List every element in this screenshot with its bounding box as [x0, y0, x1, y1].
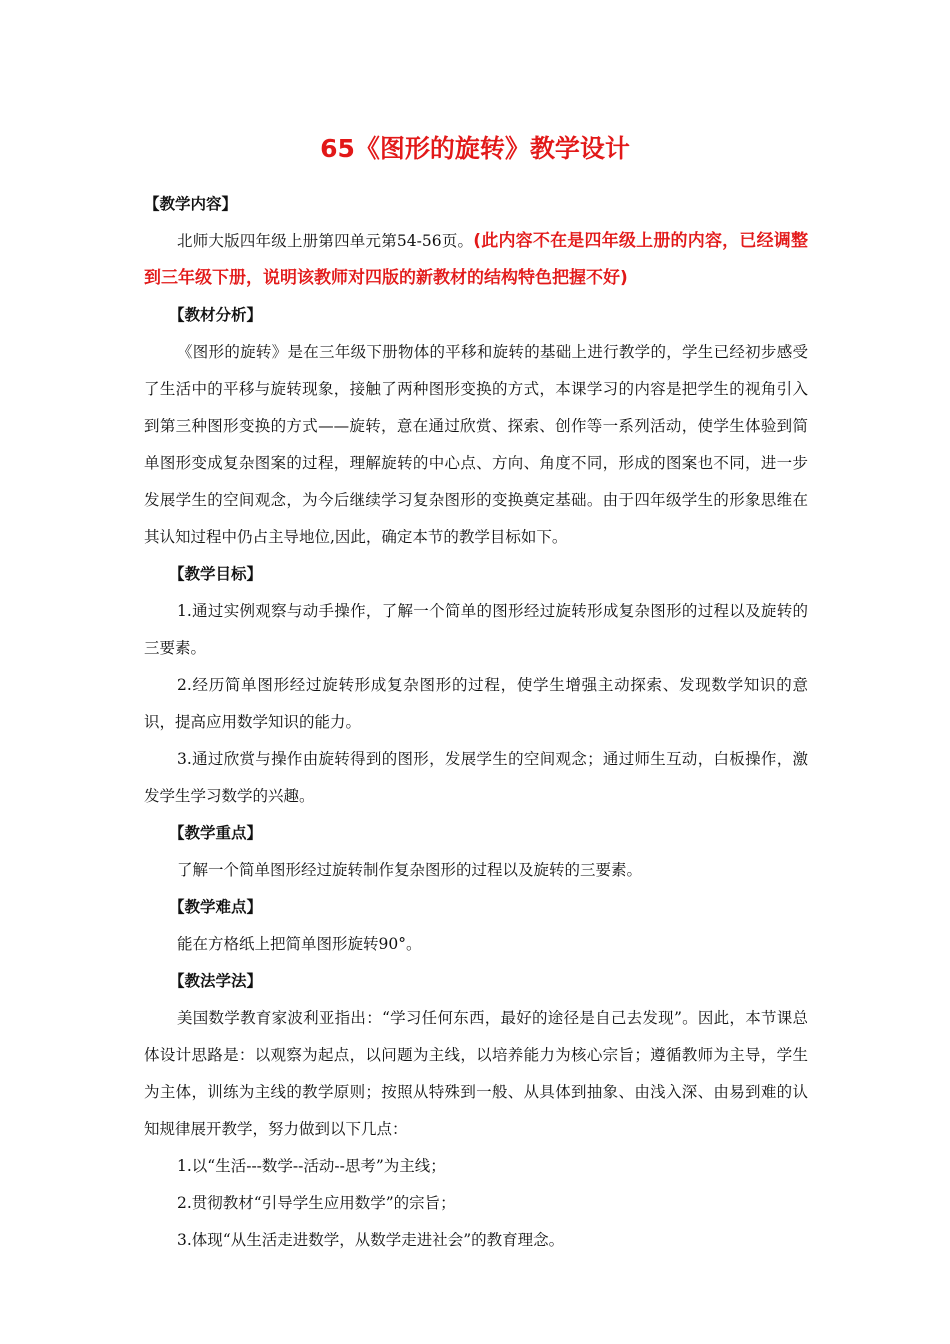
document-title: 65《图形的旋转》教学设计 — [320, 134, 630, 163]
section-heading-content: 【教学内容】 — [144, 195, 238, 213]
method-item: 3.体现“从生活走进数学，从数学走进社会”的教育理念。 — [177, 1231, 565, 1249]
method-item: 1.以“生活---数学--活动--思考”为主线； — [177, 1157, 446, 1175]
goal-item: 2.经历简单图形经过旋转形成复杂图形的过程，使学生增强主动探索、发现数学知识的意识，提高应用数学知识的能力。 — [144, 676, 808, 731]
content-note: (此内容不在是四年级上册的内容，已经调整到三年级下册，说明该教师对四版的新教材的结构特色把握不好) — [144, 231, 808, 288]
method-item: 2.贯彻教材“引导学生应用数学”的宗旨； — [177, 1194, 456, 1212]
section-heading-goals: 【教学目标】 — [169, 565, 263, 583]
keypoints-paragraph: 了解一个简单图形经过旋转制作复杂图形的过程以及旋转的三要素。 — [177, 861, 643, 879]
content-paragraph — [144, 223, 808, 297]
content-text: 北师大版四年级上册第四单元第54-56页。 — [177, 232, 474, 250]
difficulties-paragraph: 能在方格纸上把简单图形旋转90°。 — [177, 935, 422, 953]
section-heading-methods: 【教法学法】 — [169, 972, 263, 990]
document-body — [144, 186, 808, 1259]
section-heading-difficulties: 【教学难点】 — [169, 898, 263, 916]
analysis-paragraph: 《图形的旋转》是在三年级下册物体的平移和旋转的基础上进行教学的，学生已经初步感受了生活中的平移与旋转现象，接触了两种图形变换的方式，本课学习的内容是把学生的视角引入到第三种图形变换的方式——旋转，意在通过欣赏、探索、创作等一系列活动，使学生体验到简单图形变成复杂图案的过程，理解旋转的中心点、方向、角度不同，形成的图案也不同，进一步发展学生的空间观念，为今后继续学习复杂图形的变换奠定基础。由于四年级学生的形象思维在其认知过程中仍占主导地位,因此，确定本节的教学目标如下。 — [144, 343, 808, 546]
section-heading-keypoints: 【教学重点】 — [169, 824, 263, 842]
methods-paragraph: 美国数学教育家波利亚指出：“学习任何东西，最好的途径是自己去发现”。因此，本节课总体设计思路是：以观察为起点，以问题为主线，以培养能力为核心宗旨；遵循教师为主导，学生为主体，训练为主线的教学原则；按照从特殊到一般、从具体到抽象、由浅入深、由易到难的认知规律展开教学，努力做到以下几点： — [144, 1009, 808, 1138]
section-heading-analysis: 【教材分析】 — [169, 306, 263, 324]
goal-item: 3.通过欣赏与操作由旋转得到的图形，发展学生的空间观念；通过师生互动，白板操作，激发学生学习数学的兴趣。 — [144, 750, 808, 805]
goal-item: 1.通过实例观察与动手操作，了解一个简单的图形经过旋转形成复杂图形的过程以及旋转的三要素。 — [144, 602, 808, 657]
